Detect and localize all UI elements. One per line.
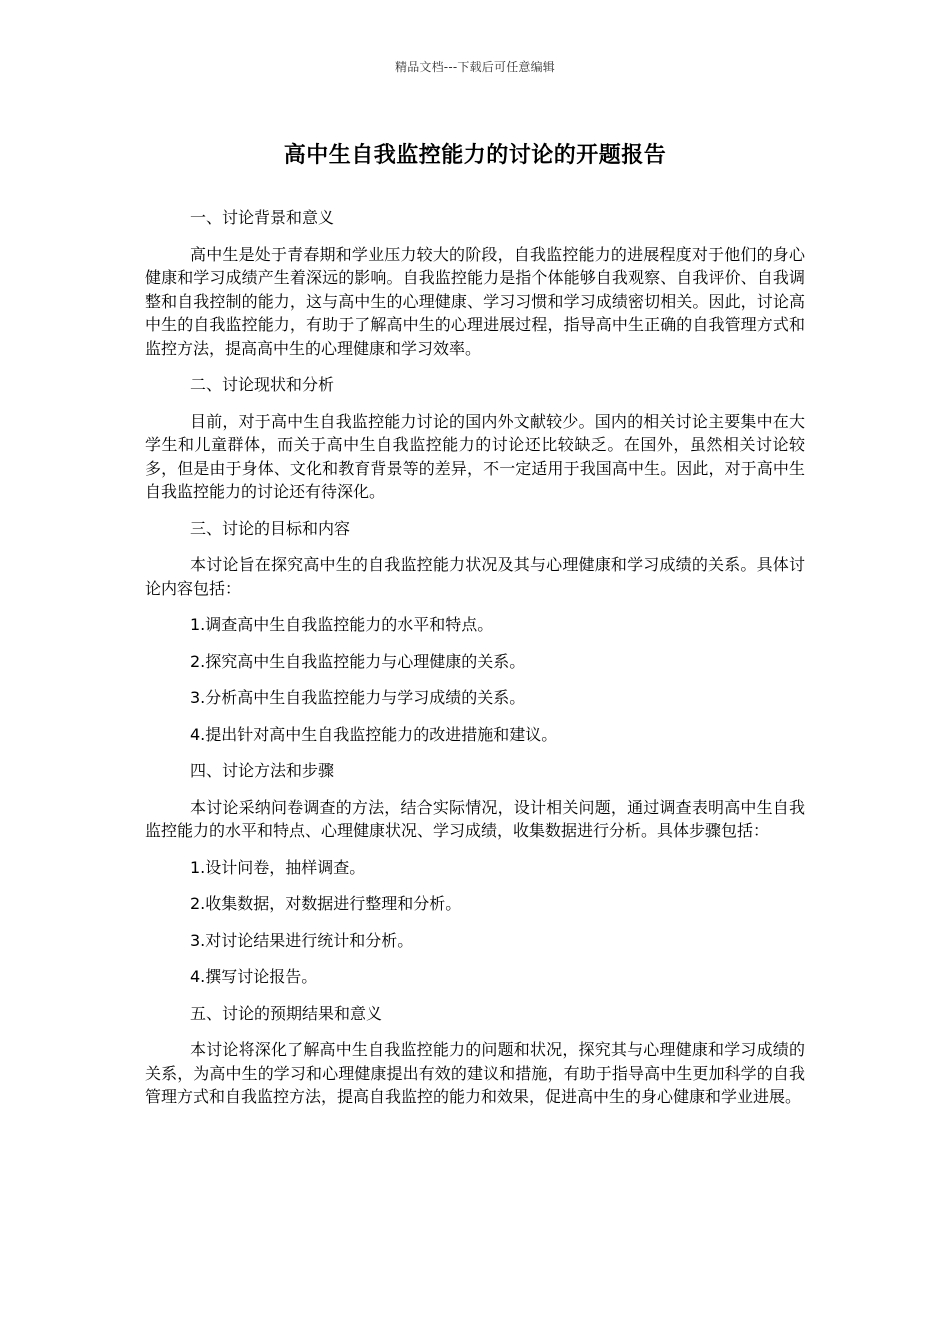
paragraph-goals: 本讨论旨在探究高中生的自我监控能力状况及其与心理健康和学习成绩的关系。具体讨论内容包括： xyxy=(145,555,805,598)
section-heading-status: 二、讨论现状和分析 xyxy=(190,375,335,394)
list-item-goal-1: 1.调查高中生自我监控能力的水平和特点。 xyxy=(190,615,494,634)
document-title: 高中生自我监控能力的讨论的开题报告 xyxy=(283,143,667,168)
paragraph-methods: 本讨论采纳问卷调查的方法，结合实际情况，设计相关问题，通过调查表明高中生自我监控能力的水平和特点、心理健康状况、学习成绩，收集数据进行分析。具体步骤包括： xyxy=(145,797,805,840)
list-item-step-1: 1.设计问卷，抽样调查。 xyxy=(190,857,366,877)
document-body xyxy=(145,206,805,1122)
list-item-goal-2: 2.探究高中生自我监控能力与心理健康的关系。 xyxy=(190,651,526,671)
list-item-step-3: 3.对讨论结果进行统计和分析。 xyxy=(190,930,414,950)
section-heading-background: 一、讨论背景和意义 xyxy=(190,208,335,227)
paragraph-expected-results: 本讨论将深化了解高中生自我监控能力的问题和状况，探究其与心理健康和学习成绩的关系，为高中生的学习和心理健康提出有效的建议和措施，有助于指导高中生更加科学的自我管理方式和自我监控方法，提高自我监控的能力和效果，促进高中生的身心健康和学业进展。 xyxy=(145,1040,805,1106)
list-item-goal-3: 3.分析高中生自我监控能力与学习成绩的关系。 xyxy=(190,688,526,707)
section-heading-methods: 四、讨论方法和步骤 xyxy=(190,761,335,780)
paragraph-status: 目前，对于高中生自我监控能力讨论的国内外文献较少。国内的相关讨论主要集中在大学生和儿童群体，而关于高中生自我监控能力的讨论还比较缺乏。在国外，虽然相关讨论较多，但是由于身体、文化和教育背景等的差异，不一定适用于我国高中生。因此，对于高中生自我监控能力的讨论还有待深化。 xyxy=(145,411,805,501)
list-item-step-2: 2.收集数据，对数据进行整理和分析。 xyxy=(190,894,462,913)
section-heading-expected-results: 五、讨论的预期结果和意义 xyxy=(190,1003,383,1023)
page-header: 精品文档---下载后可任意编辑 xyxy=(395,60,555,74)
list-item-goal-4: 4.提出针对高中生自我监控能力的改进措施和建议。 xyxy=(190,724,558,744)
list-item-step-4: 4.撰写讨论报告。 xyxy=(190,967,318,986)
paragraph-background: 高中生是处于青春期和学业压力较大的阶段，自我监控能力的进展程度对于他们的身心健康和学习成绩产生着深远的影响。自我监控能力是指个体能够自我观察、自我评价、自我调整和自我控制的能力，这与高中生的心理健康、学习习惯和学习成绩密切相关。因此，讨论高中生的自我监控能力，有助于了解高中生的心理进展过程，指导高中生正确的自我管理方式和监控方法，提高高中生的心理健康和学习效率。 xyxy=(145,244,805,358)
section-heading-goals: 三、讨论的目标和内容 xyxy=(190,518,351,538)
